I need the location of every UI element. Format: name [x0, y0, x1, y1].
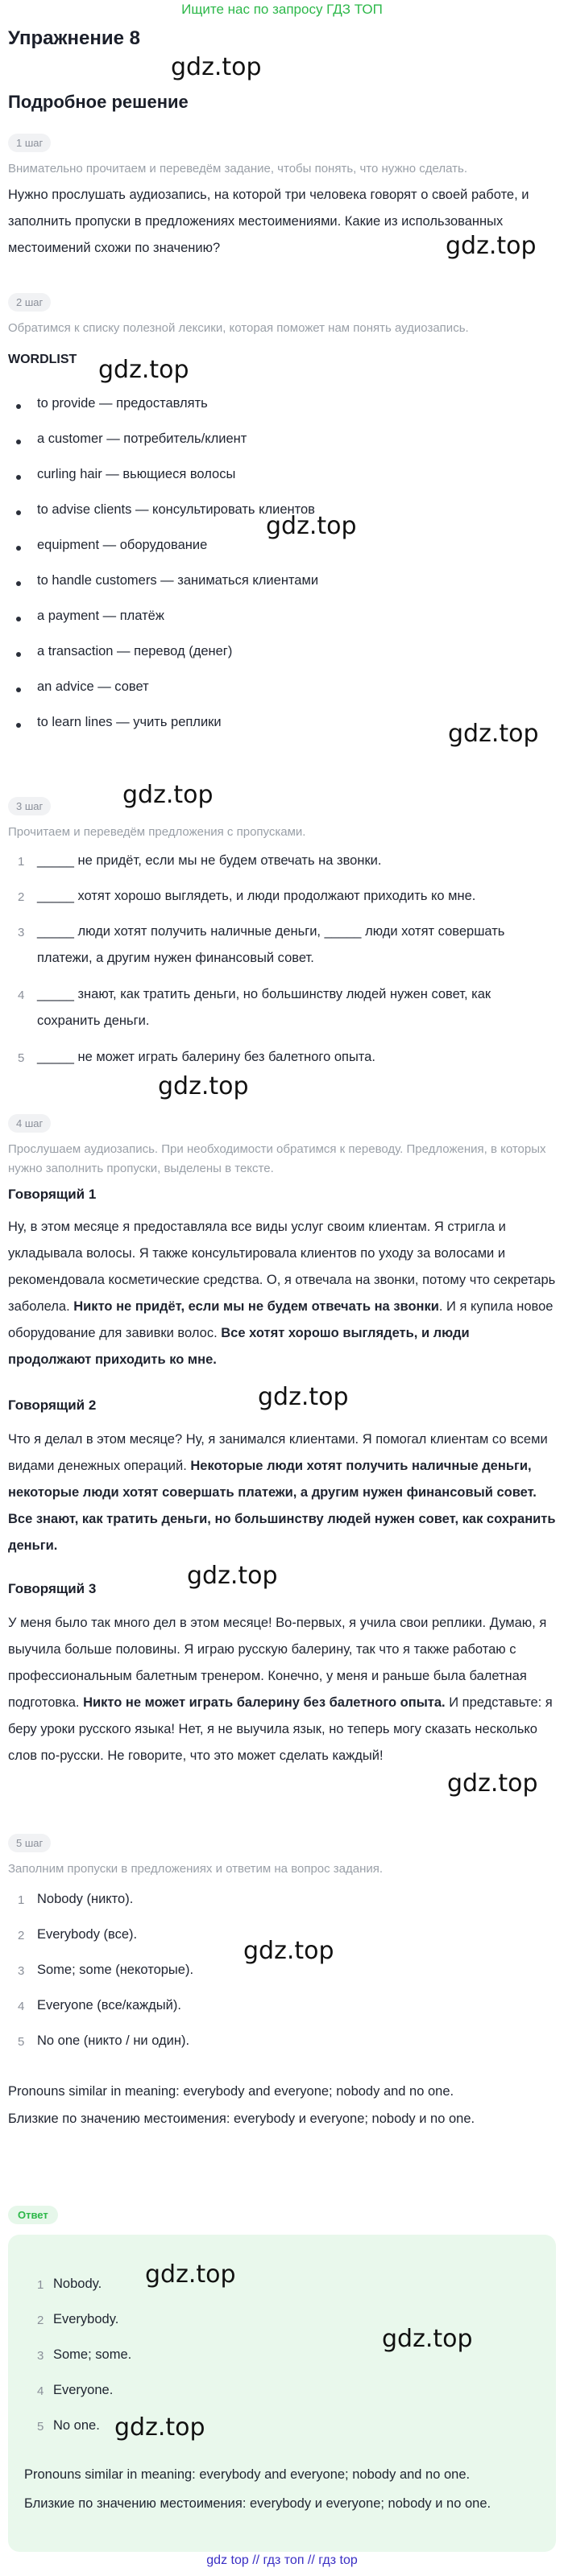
step-description: Заполним пропуски в предложениях и ответим на вопрос задания.: [8, 1862, 384, 1876]
gap-sentence: _____ не придёт, если мы не будем отвечать на звонки.: [37, 853, 382, 868]
bullet-icon: [16, 510, 21, 515]
item-number: 4: [18, 2000, 25, 2013]
step-description: Обратимся к списку полезной лексики, которая поможет нам понять аудиозапись.: [8, 321, 469, 335]
item-number: 4: [37, 2384, 44, 2398]
speaker-transcript: Ну, в этом месяце я предоставляла все виды услуг своим клиентам. Я стригла и укладывала волосы. Я также консультировала клиентов по уходу за волосами и рекомендовала косметические средства. О, я отвечала на звонки, потому что секретарь заболела. Никто не придёт, если мы не будем отвечать на звонки. И я купила новое оборудование для завивки волос. Все хотят хорошо выглядеть, и люди продолжают приходить ко мне.: [8, 1220, 556, 1367]
item-number: 1: [18, 855, 25, 869]
answer-item: Some; some.: [53, 2347, 132, 2362]
speaker-heading: Говорящий 2: [8, 1397, 97, 1413]
step-description: Прочитаем и переведём предложения с пропусками.: [8, 825, 306, 839]
watermark: gdz.top: [171, 53, 262, 81]
answer-item: No one.: [53, 2418, 100, 2433]
word-item: to advise clients — консультировать клиентов: [37, 502, 315, 517]
step-text: Нужно прослушать аудиозапись, на которой три человека говорят о своей работе, и заполнить пропуски в предложениях местоимениями. Какие из использованных местоимений схожи по значению?: [8, 188, 529, 255]
gap-sentence: _____ люди хотят получить наличные деньги, _____ люди хотят совершать платежи, а другим нужен финансовый совет.: [37, 924, 505, 965]
item-number: 5: [37, 2420, 44, 2434]
step-badge: 1 шаг: [8, 134, 51, 152]
item-number: 2: [37, 2314, 44, 2327]
answer-item: Nobody (никто).: [37, 1892, 134, 1906]
answer-conclusion-en: Pronouns similar in meaning: everybody and everyone; nobody and no one.: [24, 2467, 471, 2482]
bullet-icon: [16, 404, 21, 409]
word-item: to learn lines — учить реплики: [37, 715, 222, 729]
answer-item: Everybody.: [53, 2312, 119, 2326]
search-banner-link[interactable]: Ищите нас по запросу ГДЗ ТОП: [181, 2, 383, 17]
answer-item: Everyone (все/каждый).: [37, 1998, 181, 2013]
step-description: Внимательно прочитаем и переведём задание, чтобы понять, что нужно сделать.: [8, 162, 467, 175]
word-item: a customer — потребитель/клиент: [37, 431, 247, 446]
watermark: gdz.top: [114, 2413, 205, 2442]
footer-links[interactable]: gdz top // гдз топ // гдз top: [206, 2553, 358, 2567]
wordlist-heading: WORDLIST: [8, 353, 77, 366]
speaker-transcript: У меня было так много дел в этом месяце! Во-первых, я учила свои реплики. Думаю, я выучила больше половины. Я играю русскую балерину, так что я также работаю с профессиональным балетным тренером. Конечно, у меня и раньше была балетная подготовка. Никто не может играть балерину без балетного опыта. И представьте: я беру уроки русского языка! Нет, я не выучила язык, но теперь могу сказать несколько слов по-русски. Не говорите, что это может сделать каждый!: [8, 1616, 553, 1763]
step-badge: 5 шаг: [8, 1834, 51, 1852]
word-item: an advice — совет: [37, 679, 149, 694]
item-number: 3: [37, 2349, 44, 2363]
watermark: gdz.top: [447, 1769, 538, 1798]
bullet-icon: [16, 581, 21, 586]
conclusion-ru: Близкие по значению местоимения: everybody и everyone; nobody и no one.: [8, 2112, 475, 2126]
answer-item: Everyone.: [53, 2383, 114, 2397]
watermark: gdz.top: [446, 232, 537, 260]
item-number: 3: [18, 926, 25, 939]
bullet-icon: [16, 652, 21, 657]
bullet-icon: [16, 617, 21, 621]
item-number: 5: [18, 2035, 25, 2049]
conclusion-en: Pronouns similar in meaning: everybody and everyone; nobody and no one.: [8, 2084, 454, 2099]
page-title: Упражнение 8: [8, 27, 140, 49]
item-number: 3: [18, 1964, 25, 1978]
gap-sentence: _____ хотят хорошо выглядеть, и люди продолжают приходить ко мне.: [37, 889, 476, 903]
word-item: to provide — предоставлять: [37, 396, 208, 411]
watermark: gdz.top: [158, 1072, 249, 1100]
item-number: 2: [18, 1929, 25, 1942]
watermark: gdz.top: [145, 2260, 236, 2289]
watermark: gdz.top: [266, 512, 357, 540]
step-badge: 2 шаг: [8, 293, 51, 312]
answer-conclusion-ru: Близкие по значению местоимения: everybody и everyone; nobody и no one.: [24, 2496, 491, 2511]
word-item: to handle customers — заниматься клиентами: [37, 573, 319, 588]
word-item: equipment — оборудование: [37, 538, 208, 552]
word-item: a payment — платёж: [37, 609, 164, 623]
answer-item: No one (никто / ни один).: [37, 2033, 190, 2048]
bullet-icon: [16, 723, 21, 728]
item-number: 1: [18, 1893, 25, 1907]
watermark: gdz.top: [382, 2325, 473, 2353]
item-number: 5: [18, 1051, 25, 1065]
step-description: Прослушаем аудиозапись. При необходимости обратимся к переводу. Предложения, в которых нужно заполнить пропуски, выделены в тексте.: [8, 1142, 546, 1175]
watermark: gdz.top: [448, 720, 539, 748]
answer-item: Some; some (некоторые).: [37, 1963, 194, 1977]
watermark: gdz.top: [122, 781, 214, 809]
speaker-transcript: Что я делал в этом месяце? Ну, я занимался клиентами. Я помогал клиентам со всеми видами денежных операций. Некоторые люди хотят получить наличные деньги, некоторые люди хотят совершать платежи, а другим нужен финансовый совет. Все знают, как тратить деньги, но большинству людей нужен совет, как сохранить деньги.: [8, 1432, 556, 1553]
section-title: Подробное решение: [8, 92, 189, 112]
bullet-icon: [16, 475, 21, 480]
bullet-icon: [16, 687, 21, 692]
watermark: gdz.top: [187, 1562, 278, 1590]
word-item: a transaction — перевод (денег): [37, 644, 233, 658]
bullet-icon: [16, 546, 21, 551]
step-badge: 3 шаг: [8, 797, 51, 815]
speaker-heading: Говорящий 1: [8, 1187, 97, 1202]
gap-sentence: _____ знают, как тратить деньги, но большинству людей нужен совет, как сохранить деньги.: [37, 987, 491, 1028]
watermark: gdz.top: [258, 1383, 349, 1411]
answer-item: Everybody (все).: [37, 1927, 138, 1942]
step-badge: 4 шаг: [8, 1114, 51, 1133]
watermark: gdz.top: [98, 356, 189, 384]
speaker-heading: Говорящий 3: [8, 1581, 97, 1596]
item-number: 1: [37, 2278, 44, 2292]
watermark: gdz.top: [243, 1937, 334, 1965]
answer-badge: Ответ: [8, 2206, 58, 2224]
item-number: 2: [18, 890, 25, 904]
item-number: 4: [18, 989, 25, 1002]
gap-sentence: _____ не может играть балерину без балетного опыта.: [37, 1050, 375, 1064]
answer-item: Nobody.: [53, 2277, 102, 2291]
word-item: curling hair — вьющиеся волосы: [37, 467, 236, 481]
bullet-icon: [16, 440, 21, 444]
